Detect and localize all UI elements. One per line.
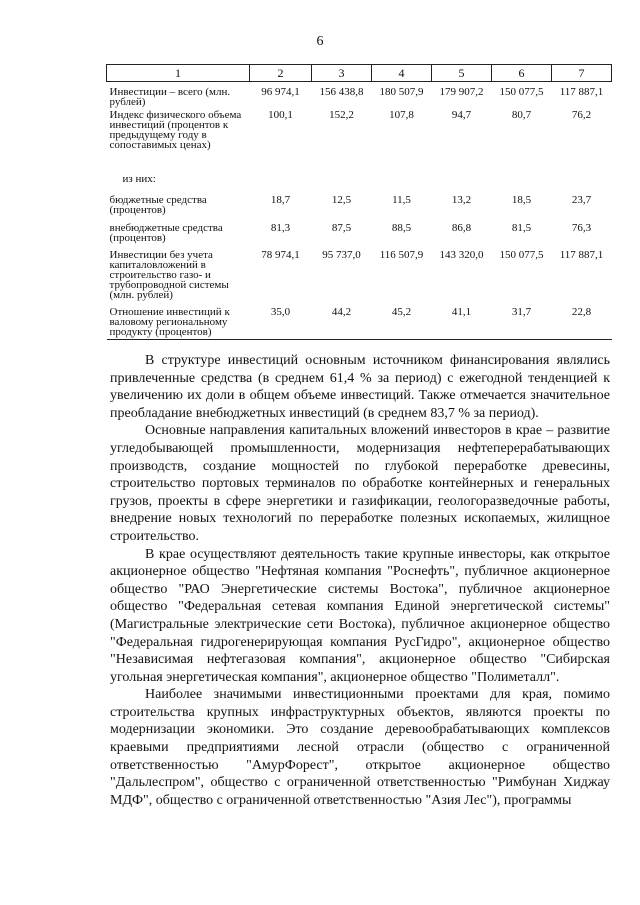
column-header: 7	[552, 65, 612, 82]
row-label: Индекс физического объема инвестиций (процентов к предыдущему году в сопоставимых ценах)	[109, 108, 242, 151]
table-row	[107, 304, 612, 340]
row-label: из них:	[122, 172, 156, 185]
table-cell: 13,2	[451, 193, 472, 206]
column-header: 4	[372, 65, 432, 82]
column-header: 3	[312, 65, 372, 82]
table-cell: 179 907,2	[439, 86, 484, 98]
table-cell: 76,3	[571, 221, 592, 234]
table-cell: 96 974,1	[261, 86, 300, 98]
paragraph: Наиболее значимыми инвестиционными проектами для края, помимо строительства крупных инфраструктурных объектов, являются проекты по модернизации экономики. Это создание деревообрабатывающих комплексов краевыми предприятиями лесной отрасли (общество с ограниченной ответственностью "АмурФорест", открытое акционерное общество "Дальлеспром", общество с ограниченной ответственностью "Римбунан Хиджау МДФ", общество с ограниченной ответственностью "Азия Лес"), программы	[110, 687, 610, 808]
row-label: бюджетные средства (процентов)	[109, 193, 207, 216]
body-text	[110, 352, 610, 809]
table-cell: 81,5	[511, 221, 532, 234]
column-header: 5	[432, 65, 492, 82]
paragraph: В структуре инвестиций основным источником финансирования являлись привлеченные средства (в среднем 61,4 % за период) с ежегодной тенденцией к увеличению их доли в общем объеме инвестиций. Также отмечается значительное преобладание внебюджетных инвестиций (в среднем 83,7 % за период).	[110, 353, 610, 421]
table-cell: 11,5	[392, 193, 411, 206]
table-cell: 150 077,5	[499, 86, 544, 98]
table-row	[107, 248, 612, 304]
table-cell: 18,5	[511, 193, 532, 206]
table-cell: 18,7	[270, 193, 291, 206]
table-cell: 23,7	[571, 193, 592, 206]
table-cell: 180 507,9	[379, 86, 424, 98]
table-cell: 86,8	[451, 221, 472, 234]
table-cell: 31,7	[492, 304, 552, 340]
investment-table	[106, 64, 612, 340]
table-cell: 117 887,1	[559, 86, 604, 98]
table-header-row	[107, 65, 612, 82]
page-number: 6	[316, 34, 324, 49]
table-cell: 81,3	[270, 221, 291, 234]
column-header: 1	[107, 65, 250, 82]
table-cell: 107,8	[389, 108, 414, 121]
row-label: внебюджетные средства (процентов)	[109, 221, 223, 244]
column-header: 6	[492, 65, 552, 82]
paragraph: В крае осуществляют деятельность такие крупные инвесторы, как открытое акционерное общество "Нефтяная компания "Роснефть", публичное акционерное общество "РАО Энергетические системы Востока", публичное акционерное общество "Федеральная сетевая компания Единой энергетической системы" (Магистральные электрические сети Востока), публичное акционерное общество "Федеральная гидрогенерирующая компания РусГидро", акционерное общество "Независимая нефтегазовая компания", акционерное общество "Сибирская угольная энергетическая компания", акционерное общество "Полиметалл".	[110, 546, 610, 685]
table-cell: 12,5	[331, 193, 352, 206]
table-cell: 87,5	[331, 221, 352, 234]
table-cell: 150 077,5	[499, 248, 544, 261]
table-row	[107, 82, 612, 110]
table-cell: 95 737,0	[322, 248, 361, 261]
table-cell: 152,2	[329, 108, 354, 121]
row-label: Инвестиции без учета капиталовложений в строительство газо- и трубопроводной системы (млн. рублей)	[109, 248, 229, 301]
table-cell: 76,2	[571, 108, 592, 121]
table-row	[107, 220, 612, 248]
table-cell: 80,7	[511, 108, 532, 121]
table-cell: 41,1	[432, 304, 492, 340]
table-row	[107, 192, 612, 220]
table-cell: 88,5	[391, 221, 412, 234]
table-cell: 22,8	[552, 304, 612, 340]
table-cell: 117 887,1	[559, 248, 604, 261]
table-cell: 94,7	[451, 108, 472, 121]
row-label: Отношение инвестиций к валовому региональному продукту (процентов)	[107, 304, 250, 340]
table-cell: 78 974,1	[261, 248, 300, 261]
column-header: 2	[250, 65, 312, 82]
table-row	[107, 110, 612, 170]
table-row	[107, 170, 612, 192]
table-cell: 143 320,0	[439, 248, 484, 261]
table-cell: 100,1	[268, 108, 293, 121]
table-cell: 116 507,9	[379, 248, 424, 261]
paragraph: Основные направления капитальных вложений инвесторов в крае – развитие угледобывающей промышленности, модернизация нефтеперерабатывающих производств, создание мощностей по глубокой переработке древесины, строительство портовых терминалов по обработке контейнерных и генеральных грузов, проекты в сфере энергетики и газификации, геологоразведочные работы, внедрение новых технологий по переработке полезных ископаемых, жилищное строительство.	[110, 423, 610, 544]
row-label: Инвестиции – всего (млн. рублей)	[109, 86, 231, 108]
table-cell: 45,2	[372, 304, 432, 340]
table-cell: 35,0	[250, 304, 312, 340]
table-cell: 156 438,8	[319, 86, 364, 98]
table-cell: 44,2	[312, 304, 372, 340]
